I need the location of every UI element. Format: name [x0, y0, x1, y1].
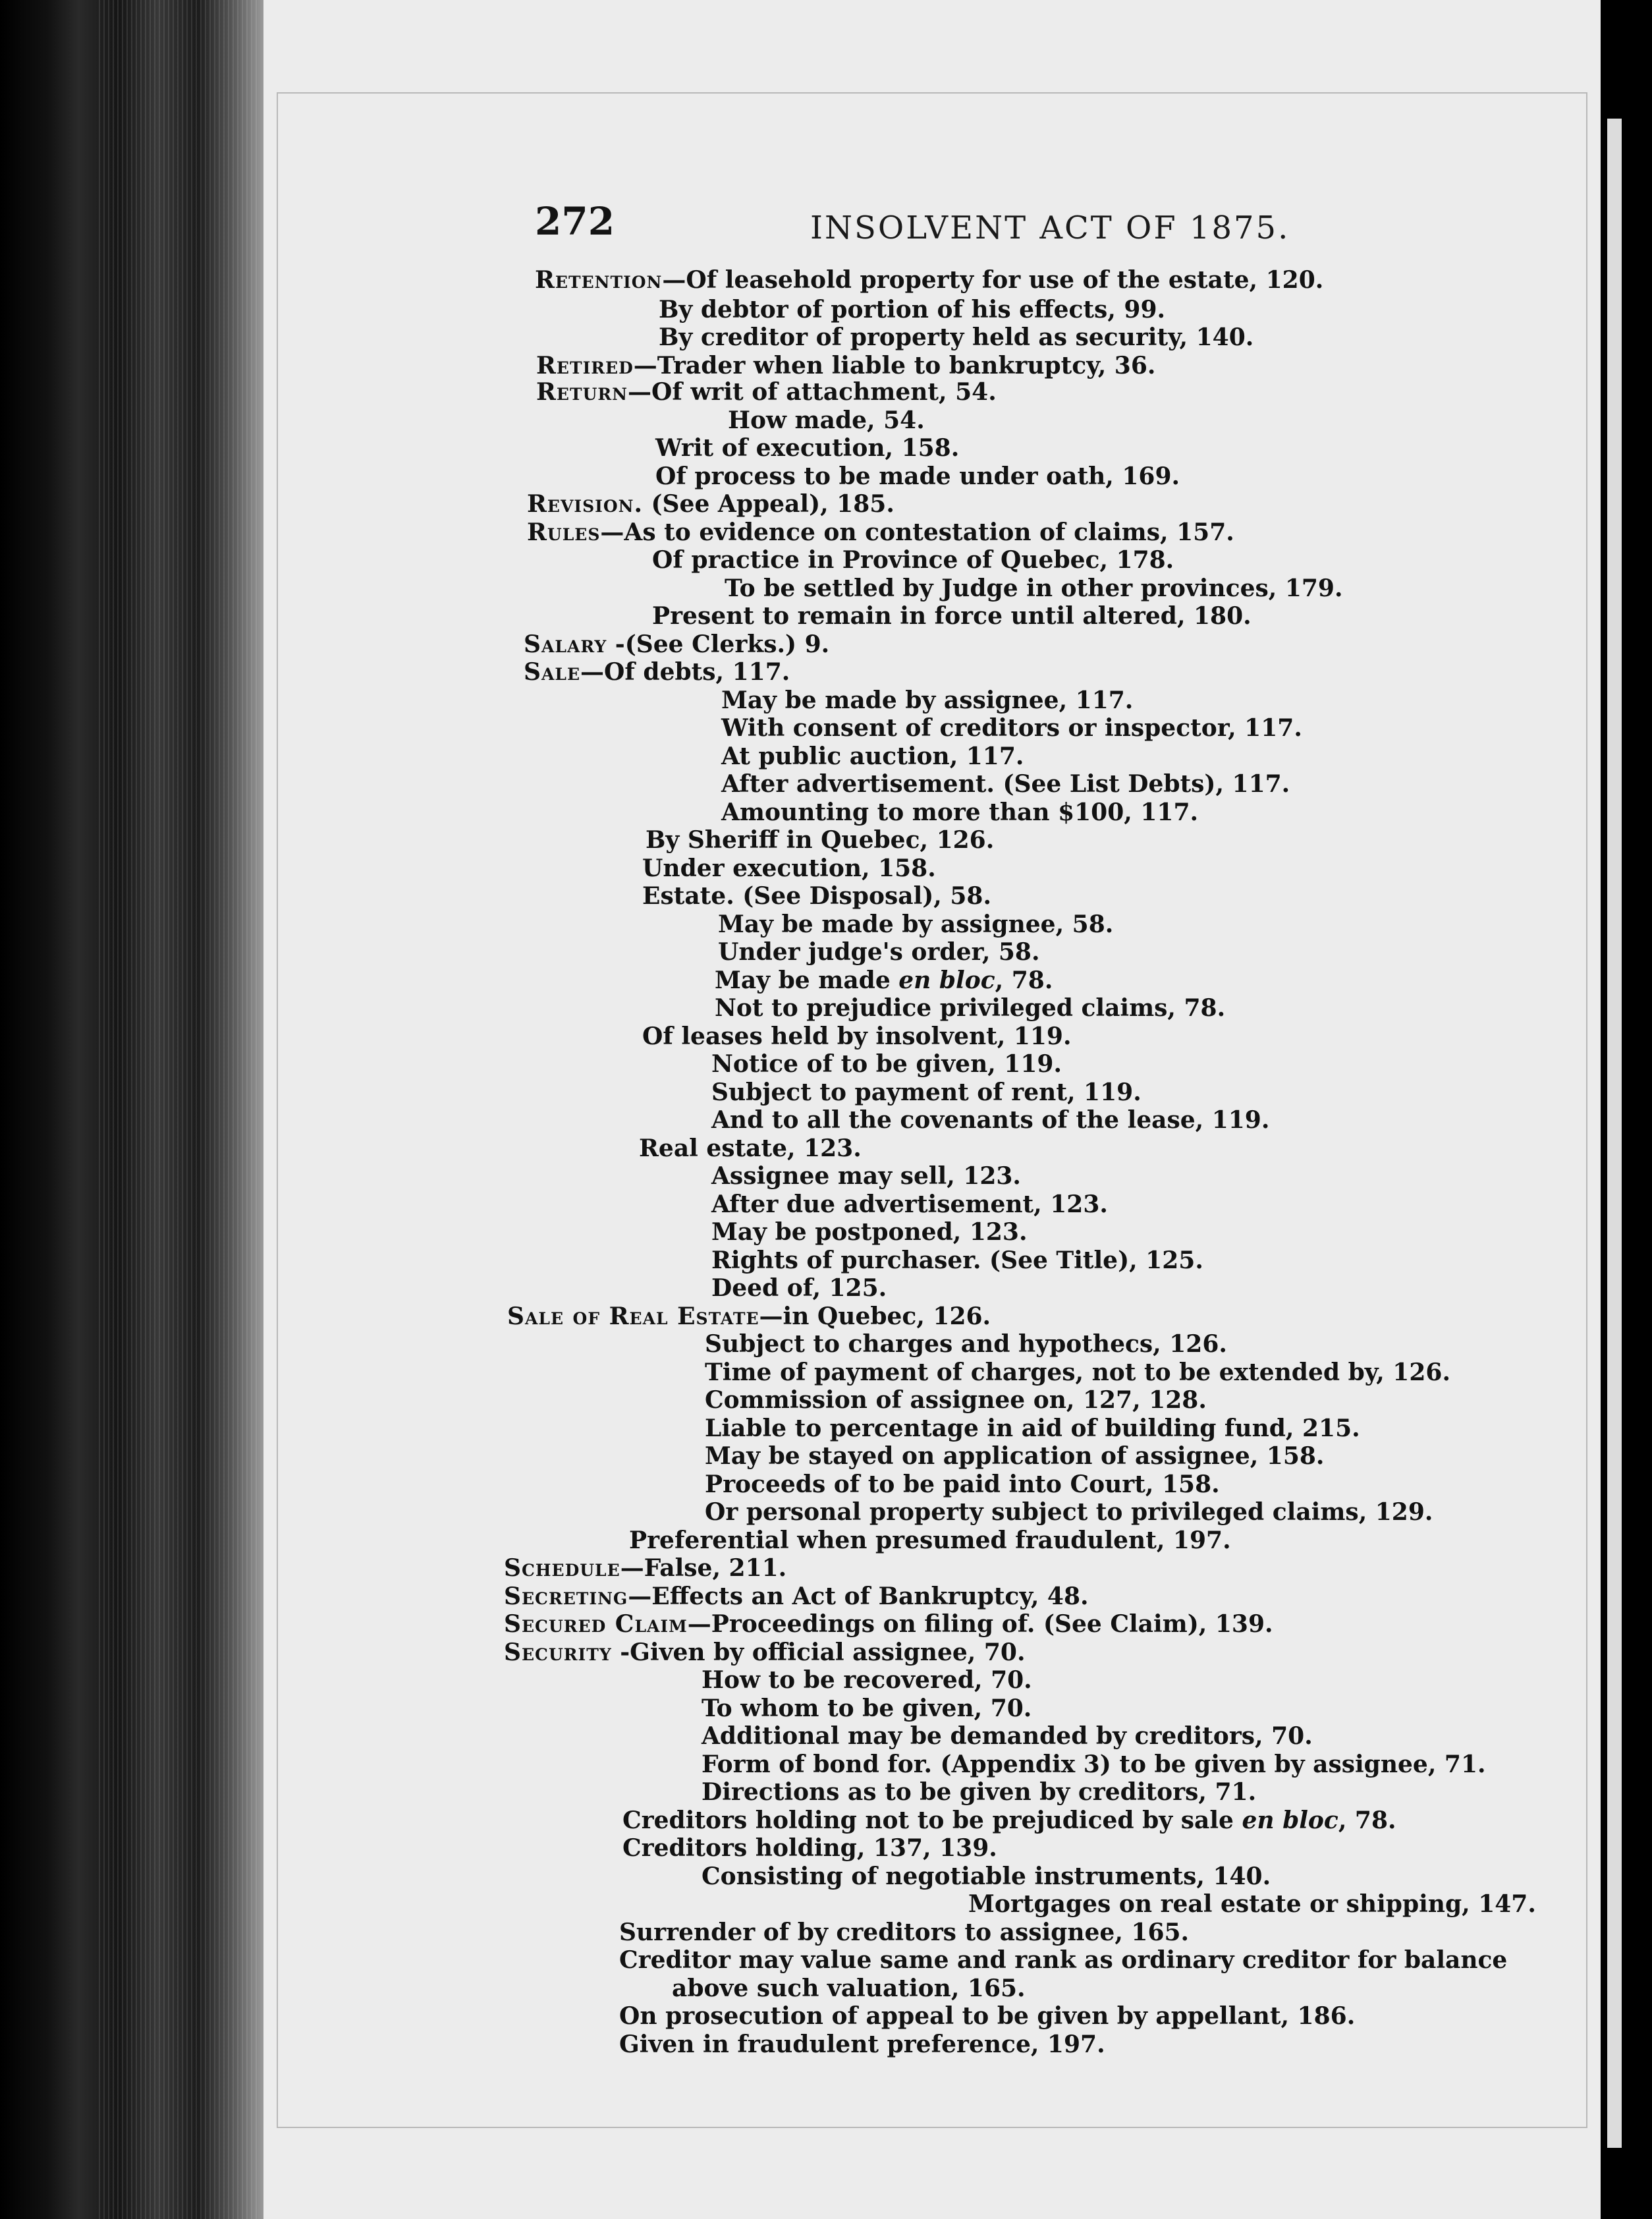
- entry-text: Preferential when presumed fraudulent, 197.: [629, 1527, 1231, 1554]
- index-line: [705, 1387, 1207, 1413]
- entry-text: By Sheriff in Quebec, 126.: [646, 826, 995, 854]
- index-line: [702, 1779, 1256, 1805]
- entry-heading: Rules: [527, 519, 601, 546]
- entry-text: Estate. (See Disposal), 58.: [642, 882, 991, 910]
- index-line: [524, 659, 790, 685]
- entry-text: Liable to percentage in aid of building fund, 215.: [705, 1415, 1360, 1442]
- running-head: INSOLVENT ACT OF 1875.: [810, 210, 1290, 246]
- entry-heading: Retired: [536, 352, 634, 379]
- entry-heading: Sale: [524, 658, 581, 686]
- index-line: [504, 1611, 1273, 1637]
- index-line: [721, 799, 1198, 826]
- entry-text: Assignee may sell, 123.: [711, 1162, 1021, 1190]
- index-line: [504, 1555, 786, 1581]
- index-line: [725, 575, 1343, 602]
- index-line: [721, 715, 1302, 741]
- index-line: [655, 435, 959, 461]
- entry-text: -Given by official assignee, 70.: [611, 1639, 1026, 1666]
- entry-text: After advertisement. (See List Debts), 117.: [721, 770, 1290, 798]
- entry-heading: Secreting: [504, 1583, 628, 1610]
- index-line: [642, 1023, 1072, 1050]
- entry-text: Amounting to more than $100, 117.: [721, 799, 1199, 826]
- index-line: [705, 1415, 1360, 1442]
- index-line: [721, 771, 1290, 797]
- entry-heading: Salary: [524, 631, 607, 658]
- index-line: [705, 1331, 1227, 1357]
- entry-text: Proceeds of to be paid into Court, 158.: [705, 1471, 1220, 1498]
- entry-text: Creditors holding not to be prejudiced by sale: [622, 1807, 1242, 1834]
- entry-italic: en bloc: [1242, 1807, 1338, 1834]
- index-line: [702, 1751, 1486, 1778]
- index-line: [672, 1975, 1026, 2002]
- entry-text: —Of writ of attachment, 54.: [628, 378, 997, 406]
- index-line: [619, 1947, 1507, 1973]
- entry-text: By debtor of portion of his effects, 99.: [659, 296, 1166, 323]
- entry-text: above such valuation, 165.: [672, 1975, 1026, 2002]
- entry-heading: Secured Claim: [504, 1610, 688, 1638]
- entry-text: —As to evidence on contestation of claims, 157.: [600, 519, 1234, 546]
- index-line: [728, 407, 925, 434]
- index-line: [718, 911, 1113, 938]
- index-line: [524, 631, 829, 658]
- entry-text: Deed of, 125.: [711, 1274, 887, 1302]
- index-line: [721, 687, 1133, 714]
- entry-text: Of process to be made under oath, 169.: [655, 463, 1180, 490]
- entry-text: Notice of to be given, 119.: [711, 1050, 1062, 1078]
- index-line: [622, 1807, 1396, 1834]
- index-line: [535, 267, 1323, 293]
- index-line: [642, 883, 991, 909]
- entry-text: —False, 211.: [620, 1554, 787, 1582]
- entry-text: (See Appeal), 185.: [642, 490, 895, 518]
- entry-text: At public auction, 117.: [721, 743, 1024, 770]
- entry-heading: Revision.: [527, 490, 643, 518]
- entry-text: Real estate, 123.: [639, 1135, 862, 1162]
- entry-heading: Schedule: [504, 1554, 620, 1582]
- entry-text: How to be recovered, 70.: [702, 1666, 1032, 1694]
- index-line: [711, 1247, 1203, 1274]
- entry-text: Subject to charges and hypothecs, 126.: [705, 1330, 1227, 1358]
- index-line: [659, 296, 1165, 323]
- index-line: [702, 1667, 1032, 1693]
- index-line: [536, 379, 997, 405]
- entry-text: And to all the covenants of the lease, 119.: [711, 1106, 1270, 1134]
- index-line: [642, 855, 936, 882]
- index-line: [507, 1303, 991, 1330]
- entry-text: Form of bond for. (Appendix 3) to be given by assignee, 71.: [702, 1751, 1486, 1778]
- index-line: [646, 827, 994, 853]
- entry-text: Given in fraudulent preference, 197.: [619, 2031, 1105, 2058]
- index-line: [619, 1919, 1189, 1946]
- index-line: [705, 1471, 1220, 1498]
- index-line: [504, 1583, 1089, 1610]
- entry-text: Of leases held by insolvent, 119.: [642, 1023, 1072, 1050]
- entry-italic: en bloc: [898, 967, 995, 994]
- entry-text: Present to remain in force until altered, 180.: [652, 602, 1252, 630]
- entry-text: May be made: [715, 967, 899, 994]
- entry-text: Rights of purchaser. (See Title), 125.: [711, 1247, 1203, 1274]
- entry-text: How made, 54.: [728, 407, 925, 434]
- entry-heading: Sale of Real Estate: [507, 1303, 759, 1330]
- entry-text: Directions as to be given by creditors, 71.: [702, 1778, 1257, 1806]
- index-line: [711, 1219, 1028, 1245]
- entry-text: Additional may be demanded by creditors, 70.: [702, 1722, 1313, 1750]
- entry-text: —Trader when liable to bankruptcy, 36.: [633, 352, 1156, 379]
- index-line: [705, 1443, 1324, 1469]
- entry-text: Commission of assignee on, 127, 128.: [705, 1386, 1207, 1414]
- entry-heading: Return: [536, 378, 628, 406]
- entry-text: —Of leasehold property for use of the estate, 120.: [662, 266, 1324, 294]
- entry-text: Consisting of negotiable instruments, 140.: [702, 1863, 1271, 1890]
- index-line: [659, 324, 1253, 351]
- entry-text: Creditors holding, 137, 139.: [622, 1834, 997, 1862]
- index-line: [702, 1723, 1313, 1749]
- index-line: [711, 1163, 1021, 1189]
- entry-text-tail: , 78.: [1338, 1807, 1396, 1834]
- entry-text: Surrender of by creditors to assignee, 165.: [619, 1919, 1190, 1946]
- entry-text: To be settled by Judge in other provinces, 179.: [725, 575, 1343, 602]
- index-line: [504, 1639, 1026, 1666]
- index-line: [718, 939, 1040, 965]
- index-line: [652, 603, 1252, 629]
- entry-heading: Retention: [535, 266, 663, 294]
- entry-heading: Security: [504, 1639, 612, 1666]
- index-line: [711, 1107, 1269, 1133]
- page-number: 272: [535, 199, 615, 244]
- index-line: [711, 1051, 1062, 1077]
- index-line: [536, 352, 1155, 379]
- index-line: [527, 519, 1234, 546]
- entry-text: Under execution, 158.: [642, 855, 936, 882]
- entry-text: Subject to payment of rent, 119.: [711, 1079, 1142, 1106]
- entry-text: —Effects an Act of Bankruptcy, 48.: [628, 1583, 1089, 1610]
- entry-text: Writ of execution, 158.: [655, 434, 960, 462]
- index-line: [655, 463, 1180, 490]
- entry-text: After due advertisement, 123.: [711, 1191, 1108, 1218]
- entry-text: May be stayed on application of assignee, 158.: [705, 1442, 1325, 1470]
- entry-text: Creditor may value same and rank as ordinary creditor for balance: [619, 1946, 1508, 1974]
- index-line: [652, 547, 1174, 573]
- index-line: [702, 1695, 1032, 1722]
- entry-text: By creditor of property held as security, 140.: [659, 323, 1254, 351]
- index-line: [629, 1527, 1231, 1554]
- entry-text: With consent of creditors or inspector, 117.: [721, 714, 1302, 742]
- index-line: [721, 743, 1024, 770]
- index-line: [711, 1191, 1108, 1218]
- entry-text: To whom to be given, 70.: [702, 1695, 1032, 1722]
- entry-text: Or personal property subject to privileged claims, 129.: [705, 1498, 1433, 1526]
- index-line: [715, 995, 1225, 1021]
- index-line: [619, 2031, 1105, 2058]
- index-line: [639, 1135, 862, 1162]
- entry-text: On prosecution of appeal to be given by appellant, 186.: [619, 2002, 1356, 2030]
- entry-text: Time of payment of charges, not to be extended by, 126.: [705, 1359, 1450, 1386]
- index-line: [622, 1835, 997, 1861]
- entry-text: May be made by assignee, 117.: [721, 687, 1134, 714]
- entry-text: May be postponed, 123.: [711, 1218, 1028, 1246]
- entry-text: —in Quebec, 126.: [759, 1303, 991, 1330]
- index-line: [711, 1275, 887, 1301]
- entry-text: —Of debts, 117.: [580, 658, 790, 686]
- index-line: [715, 967, 1053, 994]
- entry-text: Mortgages on real estate or shipping, 147.: [968, 1890, 1536, 1918]
- index-line: [702, 1863, 1271, 1890]
- entry-text: -(See Clerks.) 9.: [607, 631, 830, 658]
- entry-text: —Proceedings on filing of. (See Claim), 139.: [687, 1610, 1273, 1638]
- index-line: [705, 1359, 1450, 1386]
- entry-text: Under judge's order, 58.: [718, 938, 1040, 966]
- entry-text: Of practice in Province of Quebec, 178.: [652, 546, 1174, 574]
- index-line: [968, 1891, 1536, 1917]
- index-line: [705, 1499, 1433, 1525]
- entry-text-tail: , 78.: [995, 967, 1053, 994]
- index-line: [527, 491, 895, 517]
- index-line: [711, 1079, 1142, 1106]
- index-line: [619, 2003, 1355, 2029]
- entry-text: Not to prejudice privileged claims, 78.: [715, 994, 1226, 1022]
- entry-text: May be made by assignee, 58.: [718, 911, 1114, 938]
